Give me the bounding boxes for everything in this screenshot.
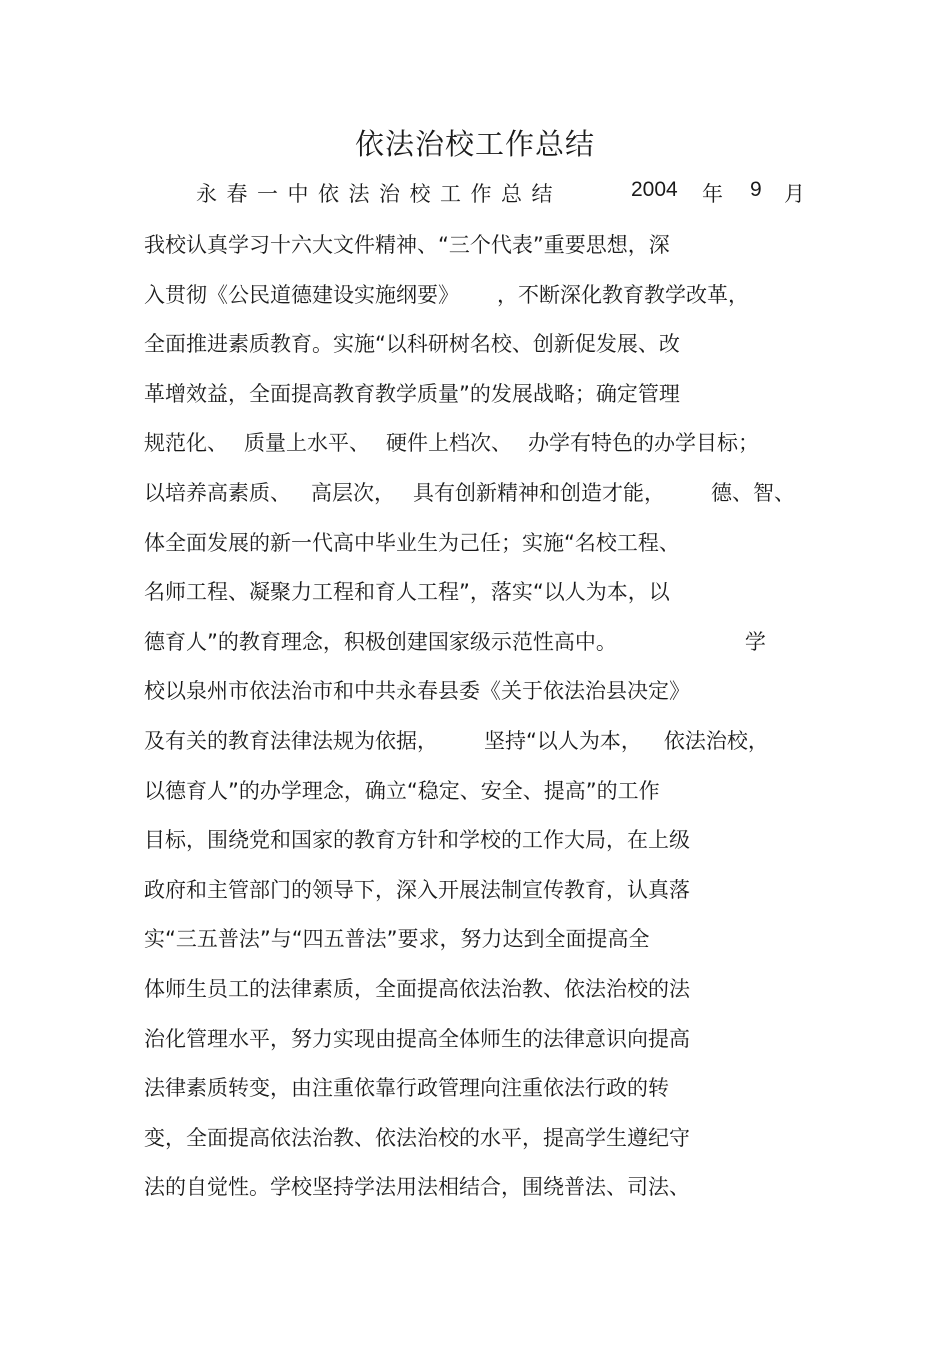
subtitle-year: 2004 bbox=[631, 178, 678, 201]
body-line-segment: 坚持“以人为本， bbox=[484, 729, 642, 753]
body-line-segment: 入贯彻《公民道德建设实施纲要》 bbox=[144, 282, 459, 307]
body-line-segment: 德育人”的教育理念，积极创建国家级示范性高中。 bbox=[144, 629, 617, 654]
body-line-text: 名师工程、凝聚力工程和育人工程”，落实“以人为本，以 bbox=[144, 580, 670, 605]
subtitle-text: 永春一中依法治校工作总结 bbox=[196, 182, 562, 206]
body-line bbox=[144, 328, 680, 358]
body-line-text: 目标，围绕党和国家的教育方针和学校的工作大局，在上级 bbox=[144, 828, 690, 853]
body-line-text: 体师生员工的法律素质，全面提高依法治教、依法治校的法 bbox=[144, 977, 690, 1001]
subtitle-month-char: 月 bbox=[784, 182, 805, 206]
body-line bbox=[144, 626, 766, 656]
body-line-segment: 德、智、 bbox=[711, 481, 795, 505]
body-line bbox=[144, 576, 670, 606]
subtitle-month: 9 bbox=[750, 178, 762, 201]
body-line bbox=[144, 1171, 690, 1201]
body-line-segment: 具有创新精神和创造才能， bbox=[413, 481, 665, 505]
body-line-segment: 硬件上档次、 bbox=[386, 431, 512, 456]
body-line-segment: 质量上水平、 bbox=[244, 431, 370, 456]
body-line bbox=[144, 229, 670, 259]
body-line bbox=[144, 477, 795, 507]
body-line-text: 法的自觉性。学校坚持学法用法相结合，围绕普法、司法、 bbox=[144, 1175, 690, 1200]
body-line-segment: 及有关的教育法律法规为依据， bbox=[144, 729, 438, 753]
document-subtitle bbox=[196, 178, 805, 208]
body-line-text: 治化管理水平，努力实现由提高全体师生的法律意识向提高 bbox=[144, 1026, 690, 1051]
body-line bbox=[144, 923, 650, 953]
body-line-text: 全面推进素质教育。实施“以科研树名校、创新促发展、改 bbox=[144, 332, 680, 357]
body-line-text: 法律素质转变，由注重依靠行政管理向注重依法行政的转 bbox=[144, 1076, 669, 1101]
body-line-text: 变，全面提高依法治教、依法治校的水平，提高学生遵纪守 bbox=[144, 1125, 690, 1150]
body-line bbox=[144, 1122, 690, 1152]
body-line-text: 革增效益，全面提高教育教学质量”的发展战略；确定管理 bbox=[144, 381, 680, 406]
document-title: 依法治校工作总结 bbox=[354, 127, 595, 161]
body-line-segment: 办学有特色的办学目标； bbox=[528, 431, 759, 456]
body-line bbox=[144, 1023, 690, 1053]
body-line bbox=[144, 725, 769, 755]
body-line-segment: 以培养高素质、 bbox=[144, 481, 291, 505]
subtitle-year-char: 年 bbox=[702, 182, 723, 206]
body-line bbox=[144, 675, 690, 705]
body-line-text: 实“三五普法”与“四五普法”要求，努力达到全面提高全 bbox=[144, 927, 650, 952]
body-line-segment: ，不断深化教育教学改革， bbox=[497, 282, 749, 307]
body-line-segment: 高层次， bbox=[311, 481, 395, 505]
body-line bbox=[144, 874, 690, 904]
body-line bbox=[144, 279, 749, 309]
body-line bbox=[144, 973, 690, 1003]
body-line-segment: 学 bbox=[744, 629, 766, 654]
body-line bbox=[144, 775, 660, 805]
body-line bbox=[144, 1072, 669, 1102]
body-line-text: 政府和主管部门的领导下，深入开展法制宣传教育，认真落 bbox=[144, 877, 690, 902]
body-line-text: 校以泉州市依法治市和中共永春县委《关于依法治县决定》 bbox=[144, 679, 690, 704]
body-line bbox=[144, 378, 680, 408]
body-line-text: 我校认真学习十六大文件精神、“三个代表”重要思想，深 bbox=[144, 233, 670, 257]
body-line-segment: 依法治校， bbox=[663, 729, 769, 753]
body-line bbox=[144, 527, 680, 557]
body-line-text: 以德育人”的办学理念，确立“稳定、安全、提高”的工作 bbox=[144, 778, 660, 803]
body-line-text: 体全面发展的新一代高中毕业生为己任；实施“名校工程、 bbox=[144, 530, 680, 555]
body-line bbox=[144, 427, 759, 457]
body-line bbox=[144, 824, 690, 854]
body-line-segment: 规范化、 bbox=[144, 431, 228, 456]
